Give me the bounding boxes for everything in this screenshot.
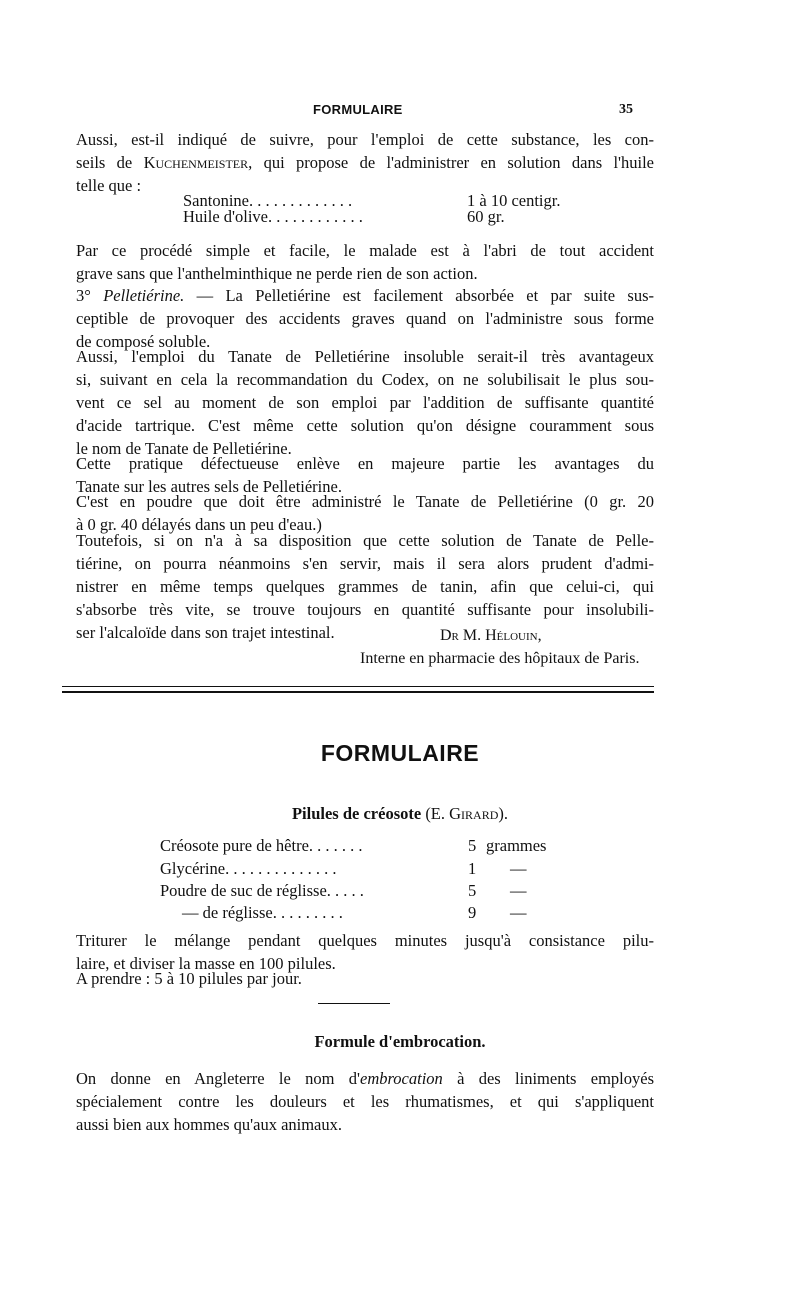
paragraph-2 [62, 239, 654, 285]
text-line: Par ce procédé simple et facile, le malade est à l'abri de tout accident [76, 241, 654, 260]
text-line: Aussi, l'emploi du Tanate de Pelletiérine insoluble serait-il très avantageux [76, 347, 654, 366]
short-separator [318, 1003, 390, 1004]
text-line: s'absorbe très vite, se trouve toujours en quantité suffisante pour insolubili- [76, 600, 654, 619]
pilules-title: Pilules de créosote (E. Girard). [291, 804, 509, 823]
pilules-dose: A prendre : 5 à 10 pilules par jour. [76, 969, 302, 988]
recipe-item-name: Santonine [183, 191, 249, 210]
leader-dots: . . . . . . . . . . . . [268, 207, 363, 226]
section-divider-bottom [62, 691, 654, 693]
ingredient-row: Créosote pure de hêtre. . . . . . . [160, 836, 363, 855]
ingredient-unit: — [510, 903, 527, 922]
recipe-qty: 60 gr. [467, 207, 505, 226]
text-line: Tanate sur les autres sels de Pelletiérine. [76, 477, 342, 496]
text-line: si, suivant en cela la recommandation du Codex, on ne solubilisait le plus sou- [76, 370, 654, 389]
running-header-title: FORMULAIRE [313, 102, 403, 117]
ingredient-qty: 1 [468, 859, 477, 878]
section-title: FORMULAIRE [320, 740, 480, 766]
text-line: seils de Kuchenmeister, qui propose de l'administrer en solution dans l'huile [76, 153, 654, 172]
paragraph-3 [62, 284, 654, 353]
text-line: 3° Pelletiérine. — La Pelletiérine est facilement absorbée et par suite sus- [76, 286, 654, 305]
text-line: laire, et diviser la masse en 100 pilules. [76, 954, 336, 973]
text-line: Toutefois, si on n'a à sa disposition que cette solution de Tanate de Pelle- [76, 531, 654, 550]
section-divider-top [62, 686, 654, 687]
text-line: de composé soluble. [76, 332, 211, 351]
ingredient-qty: 5 [468, 881, 477, 900]
recipe-row [183, 209, 363, 224]
author-name: Dr M. Hélouin, [440, 627, 542, 644]
text-line: ceptible de provoquer des accidents graves quand on l'administre sous forme [76, 309, 654, 328]
text-line: le nom de Tanate de Pelletiérine. [76, 439, 292, 458]
leader-dots: . . . . . . . . . . . . . [249, 191, 353, 210]
page-number: 35 [619, 102, 633, 117]
text-line: Aussi, est-il indiqué de suivre, pour l'emploi de cette substance, les con- [76, 130, 654, 149]
text-line: telle que : [76, 176, 142, 195]
term-pelletierine: Pelletiérine. [103, 286, 185, 305]
ingredient-row: Poudre de suc de réglisse. . . . . [160, 881, 364, 900]
text-line: spécialement contre les douleurs et les rhumatismes, et qui s'appliquent [76, 1092, 654, 1111]
ingredient-row: Glycérine. . . . . . . . . . . . . . [160, 859, 337, 878]
recipe-row [183, 193, 352, 208]
text-line: nistrer en même temps quelques grammes de tanin, afin que celui-ci, qui [76, 577, 654, 596]
ingredient-qty: 9 [468, 903, 477, 922]
ingredient-unit: — [510, 881, 527, 900]
text-line: On donne en Angleterre le nom d'embrocation à des liniments employés [76, 1069, 654, 1088]
text-line: ser l'alcaloïde dans son trajet intestinal. [76, 623, 335, 642]
paragraph-1 [62, 128, 654, 197]
text-line: Triturer le mélange pendant quelques minutes jusqu'à consistance pilu- [76, 931, 654, 950]
text-line: C'est en poudre que doit être administré le Tanate de Pelletiérine (0 gr. 20 [76, 492, 654, 511]
text-line: tiérine, on pourra néanmoins s'en servir, mais il sera alors prudent d'admi- [76, 554, 654, 573]
text-line: d'acide tartrique. C'est même cette solution qu'on désigne couramment sous [76, 416, 654, 435]
paragraph-4 [62, 345, 654, 460]
text-line: vent ce sel au moment de son emploi par l'addition de suffisante quantité [76, 393, 654, 412]
ingredient-row: — de réglisse. . . . . . . . . [182, 903, 343, 922]
embrocation-text [62, 1067, 654, 1136]
embrocation-title: Formule d'embrocation. [314, 1032, 486, 1051]
text-line: à 0 gr. 40 délayés dans un peu d'eau.) [76, 515, 322, 534]
ingredient-unit: grammes [486, 836, 547, 855]
recipe-item-name: Huile d'olive [183, 207, 268, 226]
text-line: aussi bien aux hommes qu'aux animaux. [76, 1115, 343, 1134]
ingredient-qty: 5 [468, 836, 477, 855]
author-kuchenmeister: Kuchenmeister [143, 153, 249, 172]
text-line: grave sans que l'anthelminthique ne perde rien de son action. [76, 264, 478, 283]
paragraph-7 [62, 529, 654, 644]
text-line: Cette pratique défectueuse enlève en majeure partie les avantages du [76, 454, 654, 473]
ingredient-unit: — [510, 859, 527, 878]
term-embrocation: embrocation [360, 1069, 443, 1088]
recipe-qty: 1 à 10 centigr. [467, 191, 561, 210]
author-role: Interne en pharmacie des hôpitaux de Paris. [360, 650, 640, 667]
